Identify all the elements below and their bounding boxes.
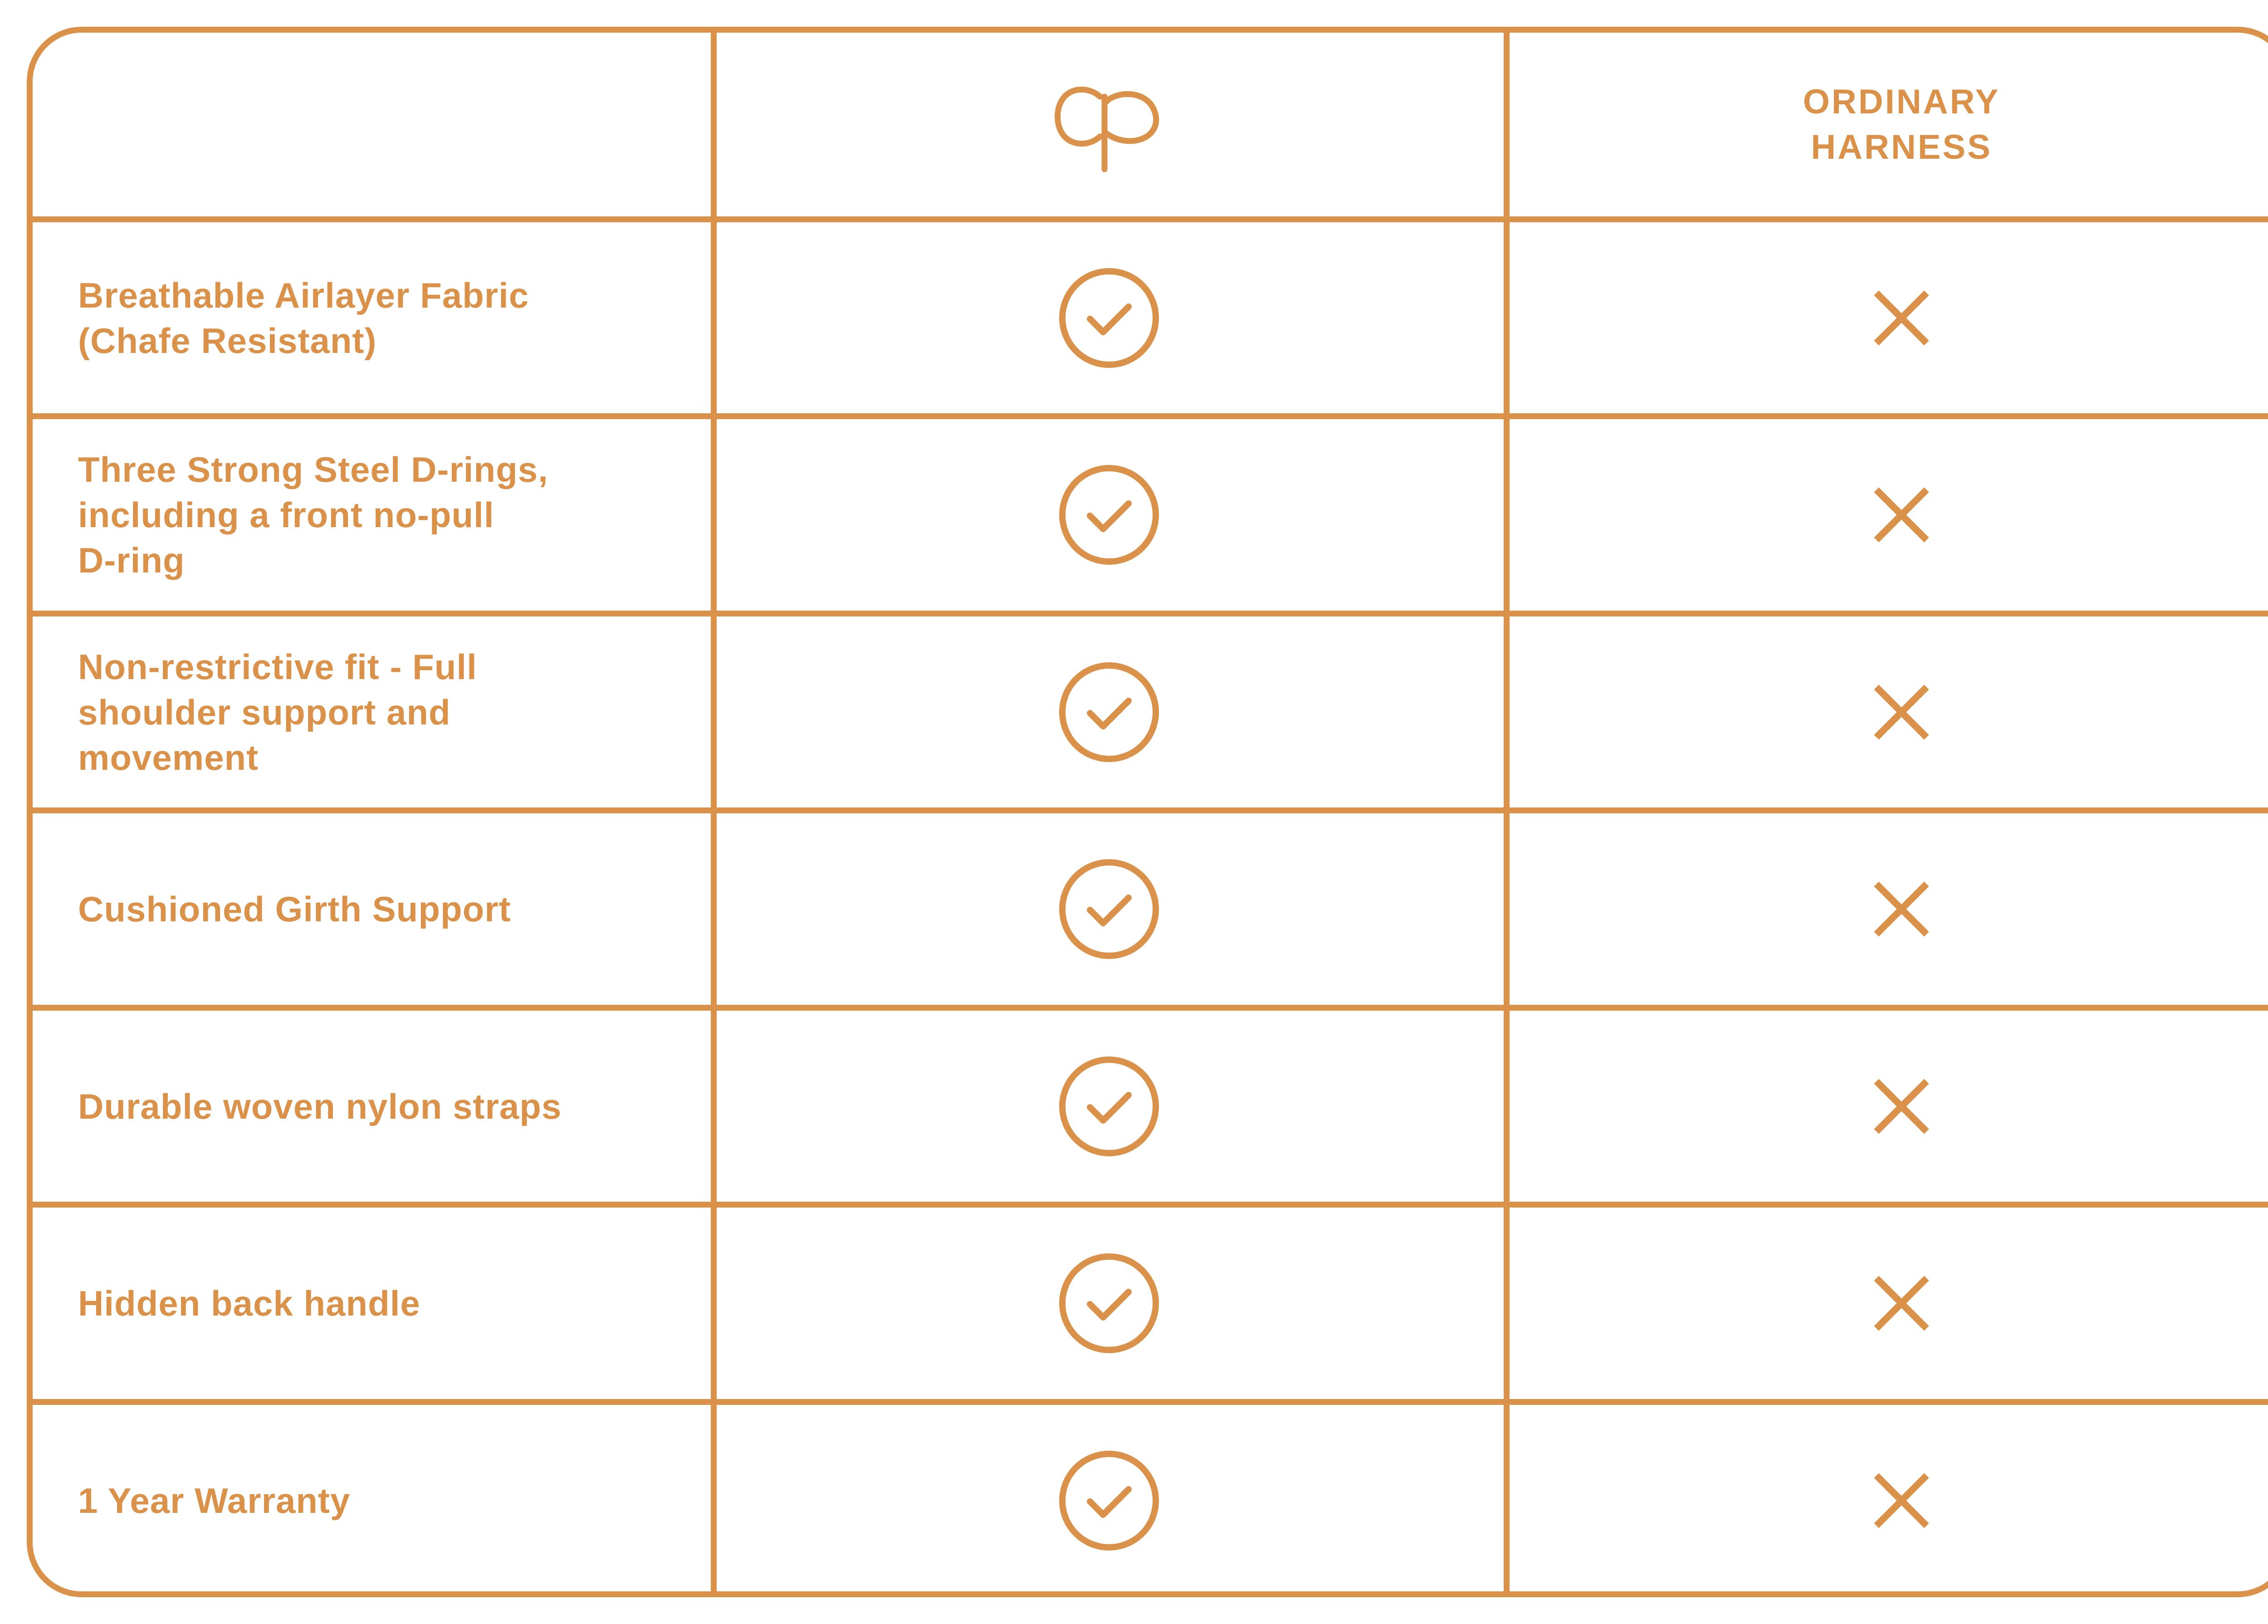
row-divider	[33, 611, 2268, 616]
check-circle-icon	[1055, 264, 1163, 372]
row-divider	[33, 1399, 2268, 1405]
cross-icon	[1872, 1077, 1931, 1136]
table-row	[33, 1405, 2268, 1596]
cross-icon	[1872, 289, 1931, 347]
feature-label: Non-restrictive fit - Full shoulder support and movement	[78, 646, 477, 778]
comparison-table	[27, 27, 2268, 1597]
feature-cell	[33, 222, 711, 413]
ordinary-feature-cell	[1509, 1208, 2268, 1399]
cross-icon	[1872, 880, 1931, 939]
check-circle-icon	[1055, 1052, 1163, 1161]
cross-icon	[1872, 1274, 1931, 1333]
brand-feature-cell	[711, 616, 1507, 807]
brand-feature-cell	[711, 1405, 1507, 1596]
ordinary-feature-cell	[1509, 616, 2268, 807]
brand-feature-cell	[711, 419, 1507, 610]
ordinary-feature-cell	[1509, 222, 2268, 413]
row-divider	[33, 413, 2268, 419]
feature-cell	[33, 1011, 711, 1202]
brand-feature-cell	[711, 1208, 1507, 1399]
feature-label: Cushioned Girth Support	[78, 889, 511, 929]
feature-label: 1 Year Warranty	[78, 1480, 351, 1521]
feature-cell	[33, 1208, 711, 1399]
feature-cell	[33, 1405, 711, 1596]
feature-cell	[33, 813, 711, 1004]
table-row	[33, 813, 2268, 1004]
row-divider	[33, 1005, 2268, 1011]
check-circle-icon	[1055, 1446, 1163, 1555]
ordinary-feature-cell	[1509, 419, 2268, 610]
table-row	[33, 419, 2268, 610]
ordinary-harness-header: ORDINARY HARNESS	[1803, 82, 2000, 166]
feature-cell	[33, 616, 711, 807]
cross-icon	[1872, 485, 1931, 544]
feature-label: Three Strong Steel D-rings, including a front no-pull D-ring	[78, 449, 548, 580]
feature-label: Hidden back handle	[78, 1283, 420, 1323]
header-feature-cell	[33, 33, 711, 216]
feature-cell	[33, 419, 711, 610]
brand-feature-cell	[711, 1011, 1507, 1202]
ordinary-feature-cell	[1509, 1011, 2268, 1202]
feature-label: Breathable Airlayer Fabric (Chafe Resistant)	[78, 275, 529, 361]
ordinary-feature-cell	[1509, 813, 2268, 1004]
check-circle-icon	[1055, 1249, 1163, 1358]
feature-label: Durable woven nylon straps	[78, 1086, 562, 1126]
check-circle-icon	[1055, 658, 1163, 767]
brand-feature-cell	[711, 222, 1507, 413]
table-row	[33, 222, 2268, 413]
ordinary-header-cell	[1509, 33, 2268, 216]
table-row	[33, 1011, 2268, 1202]
table-row	[33, 1208, 2268, 1399]
row-divider	[33, 807, 2268, 813]
check-circle-icon	[1055, 460, 1163, 569]
cross-icon	[1872, 683, 1931, 742]
brand-logo-cell	[711, 33, 1507, 216]
header-row	[33, 33, 2268, 216]
brand-logo	[1036, 70, 1182, 179]
check-circle-icon	[1055, 855, 1163, 964]
table-row	[33, 616, 2268, 807]
row-divider	[33, 1202, 2268, 1208]
cross-icon	[1872, 1471, 1931, 1530]
row-divider	[33, 216, 2268, 222]
ordinary-feature-cell	[1509, 1405, 2268, 1596]
brand-feature-cell	[711, 813, 1507, 1004]
